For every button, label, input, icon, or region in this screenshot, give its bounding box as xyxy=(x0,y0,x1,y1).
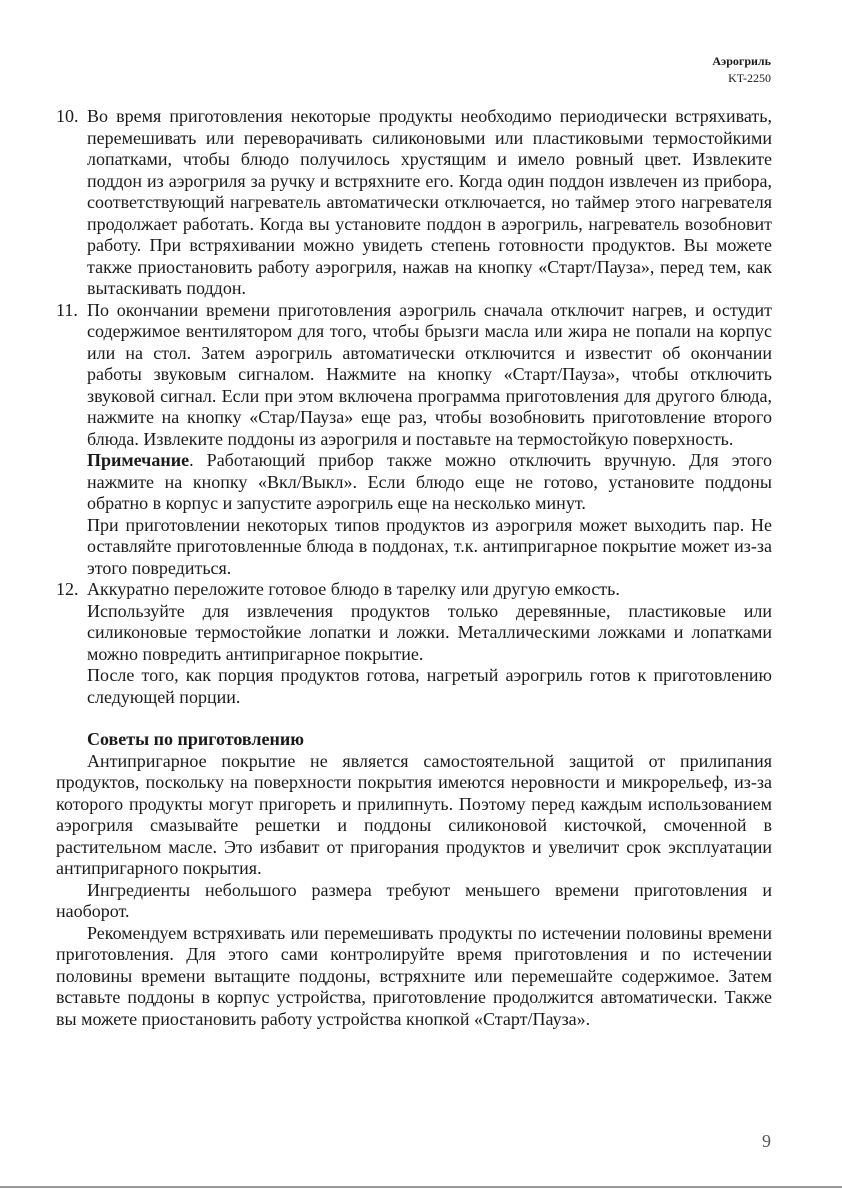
list-item-11 xyxy=(56,300,772,451)
tips-paragraph: Рекомендуем встряхивать или перемешивать продукты по истечении половины времени приготовления. Для этого сами контролируйте время приготовления и по истечении половины времени вытащите поддоны, встряхните или перемешайте содержимое. Затем вставьте поддоны в корпус устройства, приготовление продолжится автоматически. Также вы можете приостановить работу устройства кнопкой «Старт/Пауза». xyxy=(56,922,772,1029)
page-content xyxy=(56,106,772,1030)
list-item-12 xyxy=(56,579,772,601)
header-model: KT-2250 xyxy=(728,71,771,85)
list-item-text: По окончании времени приготовления аэрогриль сначала отключит нагрев, и остудит содержимое вентилятором для того, чтобы брызги масла или жира не попали на корпус или на стол. Затем аэрогриль автоматически отключится и известит об окончании работы звуковым сигналом. Нажмите на кнопку «Старт/Пауза», чтобы отключить звуковой сигнал. Если при этом включена программа приготовления для другого блюда, нажмите на кнопку «Стар/Пауза» еще раз, чтобы возобновить приготовление второго блюда. Извлеките поддоны из аэрогриля и поставьте на термостойкую поверхность. xyxy=(87,299,772,449)
steam-warning-paragraph: При приготовлении некоторых типов продуктов из аэрогриля может выходить пар. Не оставляйте приготовленные блюда в поддонах, т.к. антипригарное покрытие может из-за этого повредиться. xyxy=(87,514,772,578)
tips-paragraph: Антипригарное покрытие не является самостоятельной защитой от прилипания продуктов, поскольку на поверхности покрытия имеются неровности и микрорельеф, из-за которого продукты могут пригореть и прилипнуть. Поэтому перед каждым использованием аэрогриля смазывайте решетки и поддоны силиконовой кисточкой, смоченной в растительном масле. Это избавит от пригорания продуктов и увеличит срок эксплуатации антипригарного покрытия. xyxy=(56,750,772,878)
note-paragraph xyxy=(56,450,772,515)
page-header xyxy=(712,53,771,87)
list-item-number: 10. xyxy=(56,106,79,126)
note-label: Примечание xyxy=(87,450,190,470)
bottom-rule xyxy=(0,1186,842,1188)
list-item-text: Аккуратно переложите готовое блюдо в тарелку или другую емкость. xyxy=(87,579,620,599)
note-text: . Работающий прибор также можно отключить вручную. Для этого нажмите на кнопку «Вкл/Выкл». Если блюдо еще не готово, установите поддоны обратно в корпус и запустите аэрогриль еще на несколько минут. xyxy=(87,450,772,513)
next-portion-paragraph: После того, как порция продуктов готова, нагретый аэрогриль готов к приготовлению следующей порции. xyxy=(87,665,772,707)
list-item-10 xyxy=(56,106,772,300)
tips-section-title: Советы по приготовлению xyxy=(87,729,304,749)
list-item-text: Во время приготовления некоторые продукты необходимо периодически встряхивать, перемешивать или переворачивать силиконовыми или пластиковыми термостойкими лопатками, чтобы блюдо получилось хрустящим и имело ровный цвет. Извлеките поддон из аэрогриля за ручку и встряхните его. Когда один поддон извлечен из прибора, соответствующий нагреватель автоматически отключается, но таймер этого нагревателя продолжает работать. Когда вы установите поддон в аэрогриль, нагреватель возобновит работу. При встряхивании можно увидеть степень готовности продуктов. Вы можете также приостановить работу аэрогриля, нажав на кнопку «Старт/Пауза», перед тем, как вытаскивать поддон. xyxy=(87,106,772,298)
utensils-paragraph: Используйте для извлечения продуктов только деревянные, пластиковые или силиконовые термостойкие лопатки и ложки. Металлическими ложками и лопатками можно повредить антипригарное покрытие. xyxy=(87,600,772,664)
page-number: 9 xyxy=(762,1131,771,1151)
list-item-number: 12. xyxy=(56,579,79,599)
header-product-name: Аэрогриль xyxy=(712,54,771,68)
list-item-number: 11. xyxy=(56,299,78,320)
tips-paragraph: Ингредиенты небольшого размера требуют меньшего времени приготовления и наоборот. xyxy=(56,879,772,921)
